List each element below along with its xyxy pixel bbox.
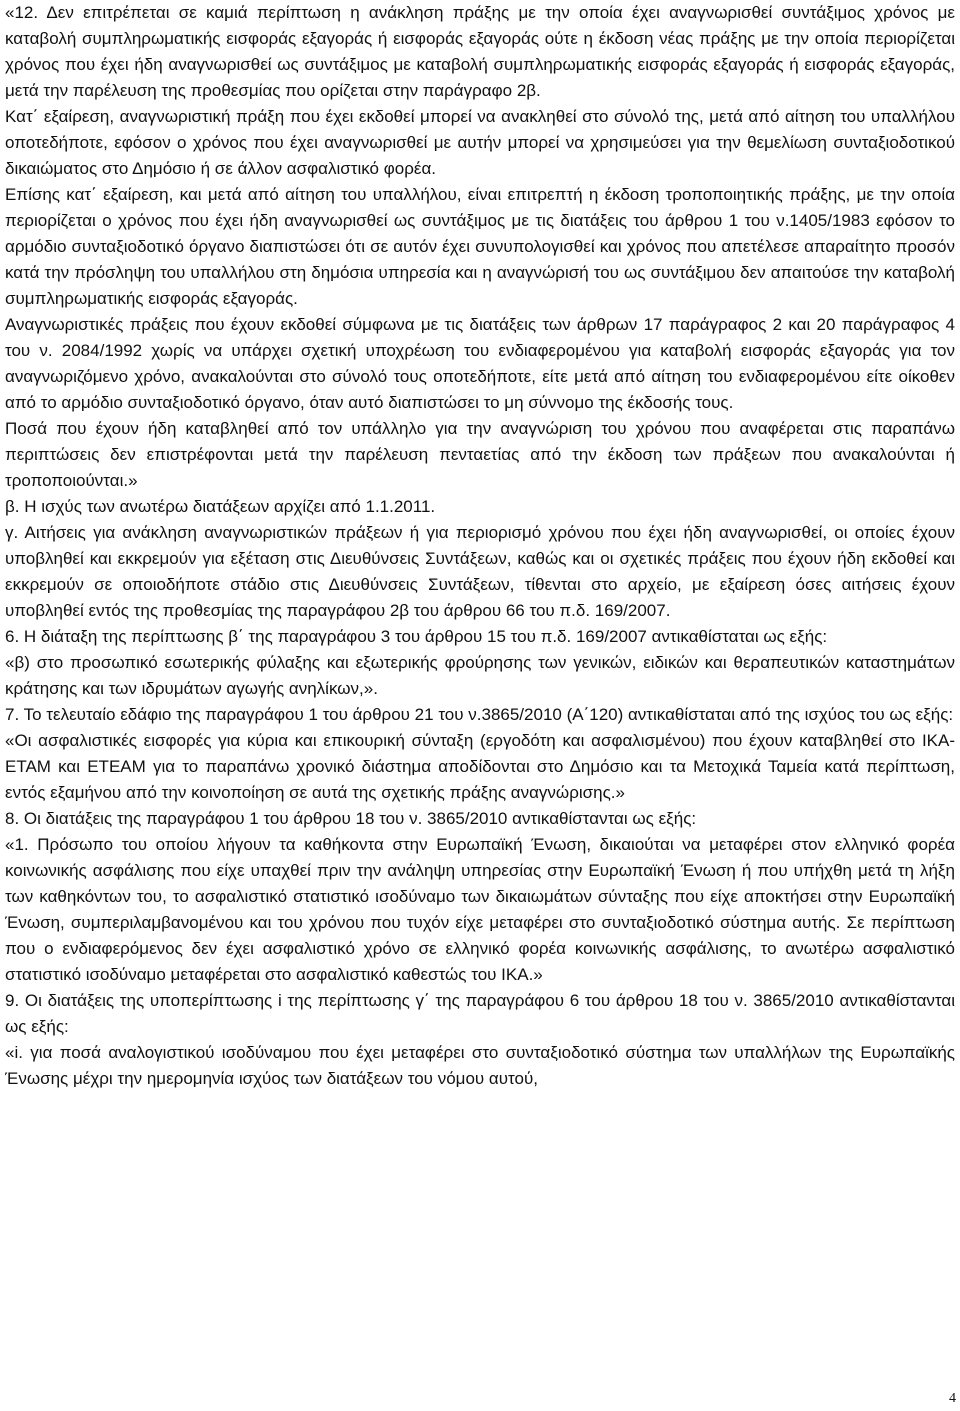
- paragraph-6-quote: «β) στο προσωπικό εσωτερικής φύλαξης και εξωτερικής φρούρησης των γενικών, ειδικών και θεραπευτικών καταστημάτων κράτησης και των ιδρυμάτων αγωγής ανηλίκων,».: [5, 653, 955, 698]
- paragraph-b: β. Η ισχύς των ανωτέρω διατάξεων αρχίζει από 1.1.2011.: [5, 497, 436, 516]
- paragraph-7-quote: «Οι ασφαλιστικές εισφορές για κύρια και επικουρική σύνταξη (εργοδότη και ασφαλισμένου) που έχουν καταβληθεί στο ΙΚΑ-ΕΤΑΜ και ΕΤΕΑΜ για το παραπάνω χρονικό διάστημα αποδίδονται στο Δημόσιο και τα Μετοχικά Ταμεία κατά περίπτωση, εντός εξαμήνου από την κοινοποίηση σε αυτά της σχετικής πράξης αναγνώρισης.»: [5, 731, 955, 802]
- paragraph-7: 7. Το τελευταίο εδάφιο της παραγράφου 1 του άρθρου 21 του ν.3865/2010 (Α΄120) αντικαθίσταται από της ισχύος του ως εξής:: [5, 705, 954, 724]
- paragraph-recognition-acts: Αναγνωριστικές πράξεις που έχουν εκδοθεί σύμφωνα με τις διατάξεις των άρθρων 17 παράγραφος 2 και 20 παράγραφος 4 του ν. 2084/1992 χωρίς να υπάρχει σχετική υποχρέωση του ενδιαφερομένου για καταβολή εισφοράς εξαγοράς για τον αναγνωριζόμενο χρόνο, ανακαλούνται στο σύνολό τους οποτεδήποτε, είτε μετά από αίτηση του ενδιαφερομένου είτε οίκοθεν από το αρμόδιο συνταξιοδοτικό όργανο, όταν αυτό διαπιστώσει το μη σύννομο της έκδοσής τους.: [5, 315, 955, 412]
- paragraph-9: 9. Οι διατάξεις της υποπερίπτωσης i της περίπτωσης γ΄ της παραγράφου 6 του άρθρου 18 του ν. 3865/2010 αντικαθίστανται ως εξής:: [5, 991, 955, 1036]
- paragraph-12: «12. Δεν επιτρέπεται σε καμιά περίπτωση η ανάκληση πράξης με την οποία έχει αναγνωρισθεί συντάξιμος χρόνος με καταβολή συμπληρωματικής εισφοράς εξαγοράς ή εισφοράς εξαγοράς ούτε η έκδοση νέας πράξης με την οποία περιορίζεται χρόνος που έχει ήδη αναγνωρισθεί ως συντάξιμος με καταβολή συμπληρωματικής εισφοράς εξαγοράς ή εισφοράς εξαγοράς, μετά την παρέλευση της προθεσμίας που ορίζεται στην παράγραφο 2β.: [5, 3, 955, 100]
- paragraph-6: 6. Η διάταξη της περίπτωσης β΄ της παραγράφου 3 του άρθρου 15 του π.δ. 169/2007 αντικαθίσταται ως εξής:: [5, 627, 828, 646]
- paragraph-8: 8. Οι διατάξεις της παραγράφου 1 του άρθρου 18 του ν. 3865/2010 αντικαθίστανται ως εξής:: [5, 809, 697, 828]
- paragraph-8-quote: «1. Πρόσωπο του οποίου λήγουν τα καθήκοντα στην Ευρωπαϊκή Ένωση, δικαιούται να μεταφέρει στον ελληνικό φορέα κοινωνικής ασφάλισης που είχε υπαχθεί πριν την ανάληψη υπηρεσίας στην Ευρωπαϊκή Ένωση ή που υπήχθη μετά τη λήξη των καθηκόντων του, το ασφαλιστικό στατιστικό ισοδύναμο των δικαιωμάτων σύνταξης που είχε αποκτήσει στην Ευρωπαϊκή Ένωση, συμπεριλαμβανομένου και του χρόνου που τυχόν είχε μεταφέρει στο συνταξιοδοτικό σύστημα αυτής. Σε περίπτωση που ο ενδιαφερόμενος δεν έχει ασφαλιστικό χρόνο σε ελληνικό φορέα κοινωνικής ασφάλισης, το ανωτέρω ασφαλιστικό στατιστικό ισοδύναμο μεταφέρεται στο ασφαλιστικό καθεστώς του ΙΚΑ.»: [5, 835, 955, 984]
- paragraph-paid-amounts: Ποσά που έχουν ήδη καταβληθεί από τον υπάλληλο για την αναγνώριση του χρόνου που αναφέρεται στις παραπάνω περιπτώσεις δεν επιστρέφονται μετά την παρέλευση πενταετίας από την έκδοση των πράξεων που ανακαλούνται ή τροποποιούνται.»: [5, 419, 955, 490]
- paragraph-exception-2: Επίσης κατ΄ εξαίρεση, και μετά από αίτηση του υπαλλήλου, είναι επιτρεπτή η έκδοση τροποποιητικής πράξης, με την οποία περιορίζεται ο χρόνος που έχει ήδη αναγνωρισθεί ως συντάξιμος με τις διατάξεις του άρθρου 1 του ν.1405/1983 εφόσον το αρμόδιο συνταξιοδοτικό όργανο διαπιστώσει ότι σε αυτόν έχει συνυπολογισθεί και χρόνος που απετέλεσε απαραίτητο προσόν κατά την πρόσληψη του υπαλλήλου στη δημόσια υπηρεσία και η αναγνώρισή του ως συντάξιμου δεν απαιτούσε την καταβολή συμπληρωματικής εισφοράς εξαγοράς.: [5, 185, 955, 308]
- paragraph-9-quote: «i. για ποσά αναλογιστικού ισοδύναμου που έχει μεταφέρει στο συνταξιοδοτικό σύστημα των υπαλλήλων της Ευρωπαϊκής Ένωσης μέχρι την ημερομηνία ισχύος των διατάξεων του νόμου αυτού,: [5, 1043, 955, 1088]
- page-number: 4: [949, 1391, 956, 1406]
- paragraph-c: γ. Αιτήσεις για ανάκληση αναγνωριστικών πράξεων ή για περιορισμό χρόνου που έχει ήδη αναγνωρισθεί, οι οποίες έχουν υποβληθεί και εκκρεμούν για εξέταση στις Διευθύνσεις Συντάξεων, καθώς και οι σχετικές πράξεις που έχουν ήδη εκδοθεί και εκκρεμούν σε οποιοδήποτε στάδιο στις Διευθύνσεις Συντάξεων, τίθενται στο αρχείο, με εξαίρεση όσες αιτήσεις έχουν υποβληθεί εντός της προθεσμίας της παραγράφου 2β του άρθρου 66 του π.δ. 169/2007.: [5, 523, 955, 620]
- document-page: [5, 0, 955, 1092]
- paragraph-exception-1: Κατ΄ εξαίρεση, αναγνωριστική πράξη που έχει εκδοθεί μπορεί να ανακληθεί στο σύνολό της, μετά από αίτηση του υπαλλήλου οποτεδήποτε, εφόσον ο χρόνος που έχει αναγνωρισθεί με αυτήν μπορεί να χρησιμεύσει για την θεμελίωση συνταξιοδοτικού δικαιώματος στο Δημόσιο ή σε άλλον ασφαλιστικό φορέα.: [5, 107, 955, 178]
